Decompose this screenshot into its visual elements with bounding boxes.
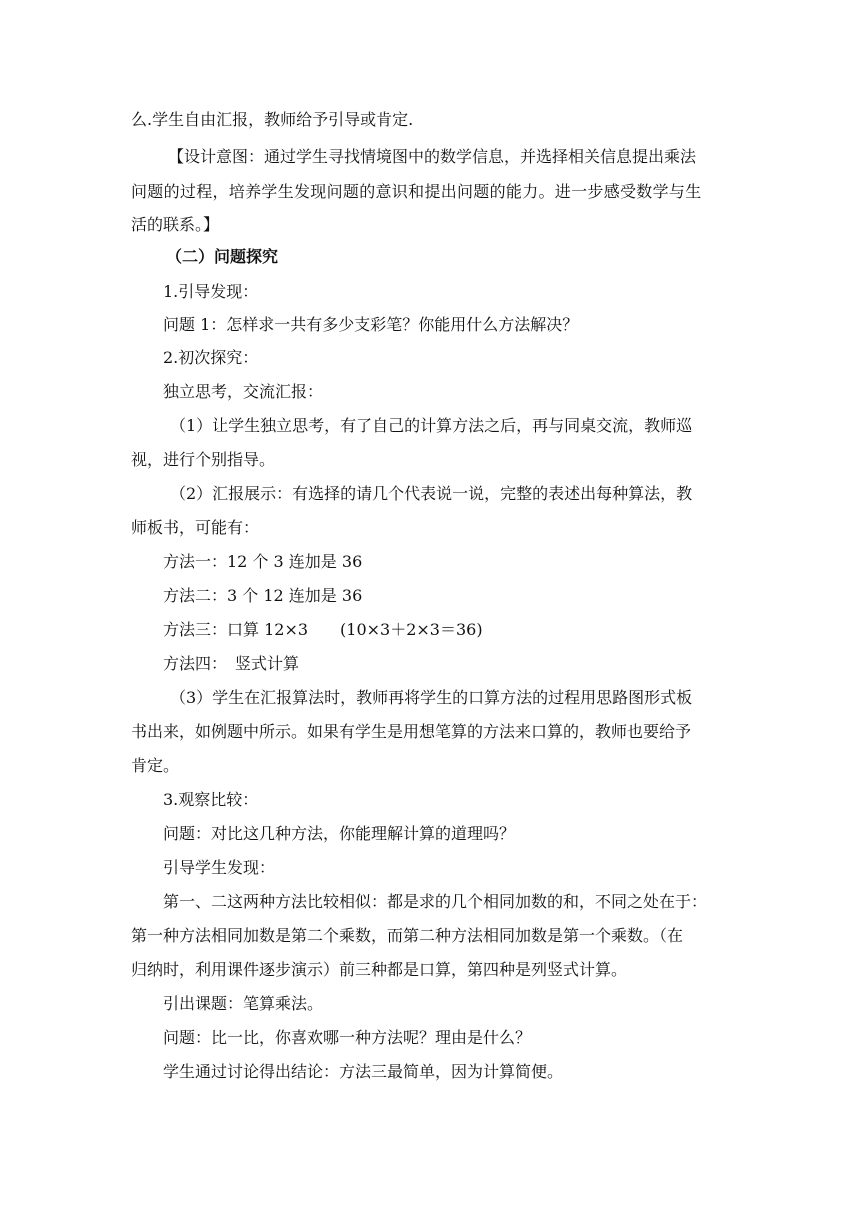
- comparison-line-2: 第一种方法相同加数是第二个乘数，而第二种方法相同加数是第一个乘数。（在: [131, 926, 684, 945]
- design-intent-line-2: 问题的过程，培养学生发现问题的意识和提出问题的能力。进一步感受数学与生: [131, 182, 702, 201]
- step-2-text: 独立思考，交流汇报：: [163, 382, 324, 401]
- method-2: 方法二：3 个 12 连加是 36: [163, 586, 363, 605]
- paragraph-continuation: 么.学生自由汇报，教师给予引导或肯定.: [131, 110, 414, 129]
- question-3: 问题：比一比，你喜欢哪一种方法呢？理由是什么？: [163, 1028, 532, 1047]
- comparison-line-1: 第一、二这两种方法比较相似：都是求的几个相同加数的和，不同之处在于：: [163, 892, 708, 911]
- design-intent-line-3: 活的联系。】: [131, 215, 220, 234]
- question-2: 问题：对比这几种方法，你能理解计算的道理吗？: [163, 824, 516, 843]
- section-heading: （二）问题探究: [166, 247, 279, 266]
- item-3-line-3: 肯定。: [131, 756, 180, 775]
- conclusion: 学生通过讨论得出结论：方法三最简单，因为计算简便。: [163, 1062, 564, 1081]
- item-1-line-1: （1）让学生独立思考，有了自己的计算方法之后，再与同桌交流，教师巡: [170, 416, 693, 435]
- step-2-heading: 2.初次探究：: [163, 348, 259, 367]
- guide-text: 引导学生发现：: [163, 858, 276, 877]
- step-3-heading: 3.观察比较：: [163, 790, 259, 809]
- comparison-line-3: 归纳时，利用课件逐步演示）前三种都是口算，第四种是列竖式计算。: [131, 960, 628, 979]
- item-3-line-1: （3）学生在汇报算法时，教师再将学生的口算方法的过程用思路图形式板: [170, 688, 693, 707]
- item-1-line-2: 视，进行个别指导。: [131, 450, 276, 469]
- method-1: 方法一：12 个 3 连加是 36: [163, 552, 363, 571]
- design-intent-line-1: 【设计意图：通过学生寻找情境图中的数学信息，并选择相关信息提出乘法: [168, 147, 697, 166]
- method-3: 方法三：口算 12×3 (10×3＋2×3＝36): [163, 620, 483, 639]
- question-1: 问题 1：怎样求一共有多少支彩笔？你能用什么方法解决？: [163, 315, 579, 334]
- item-3-line-2: 书出来，如例题中所示。如果有学生是用想笔算的方法来口算的，教师也要给予: [131, 722, 692, 741]
- step-1-heading: 1.引导发现：: [163, 282, 259, 301]
- item-2-line-1: （2）汇报展示：有选择的请几个代表说一说，完整的表述出每种算法，教: [170, 484, 693, 503]
- topic-intro: 引出课题：笔算乘法。: [163, 994, 324, 1013]
- item-2-line-2: 师板书，可能有：: [131, 518, 260, 537]
- method-4: 方法四： 竖式计算: [163, 654, 300, 673]
